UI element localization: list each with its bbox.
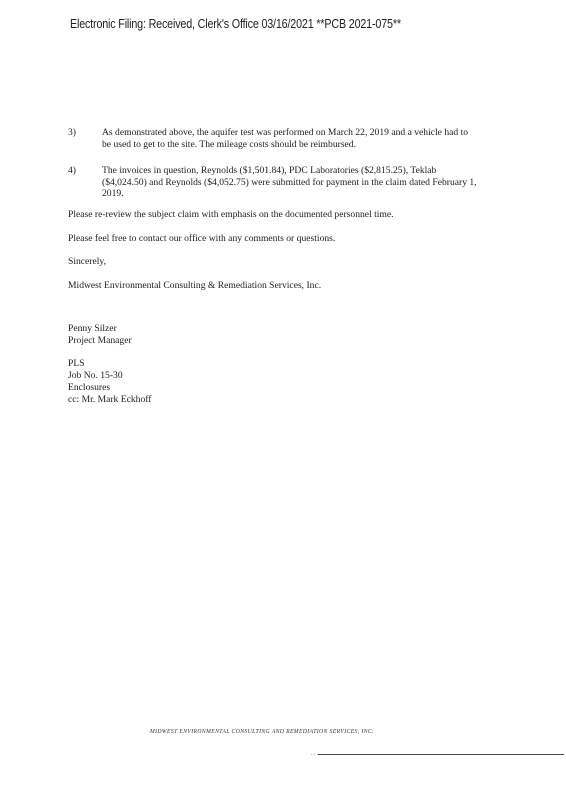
signature-name: Penny Silzer [68,323,117,334]
job-number: Job No. 15-30 [68,370,123,381]
item-text [102,127,507,150]
list-item-3 [68,127,508,151]
contact-paragraph: Please feel free to contact our office with any comments or questions. [68,233,336,244]
author-initials: PLS [68,358,85,369]
footer-firm-name: MIDWEST ENVIRONMENTAL CONSULTING AND REMEDIATION SERVICES, INC. [150,729,374,735]
enclosures-note: Enclosures [68,382,111,393]
item-number: 4) [68,165,76,176]
company-name: Midwest Environmental Consulting & Remediation Services, Inc. [68,280,322,291]
footer-rule [318,754,564,755]
item-text-line: ($4,024.50) and Reynolds ($4,052.75) were submitted for payment in the claim dated February 1, [102,176,477,188]
signature-title: Project Manager [68,335,132,346]
review-request-paragraph: Please re-review the subject claim with emphasis on the documented personnel time. [68,209,394,220]
sincerely-closing: Sincerely, [68,256,107,267]
list-item-4 [68,165,508,201]
item-text-line: be used to get to the site. The mileage costs should be reimbursed. [102,138,357,150]
footer-dots: . . . [311,751,319,757]
cc-line: cc: Mr. Mark Eckhoff [68,394,152,405]
item-text [102,165,507,200]
item-text-line: The invoices in question, Reynolds ($1,501.84), PDC Laboratories ($2,815.25), Teklab [102,165,437,176]
item-number: 3) [68,127,76,138]
filing-stamp-header: Electronic Filing: Received, Clerk's Office 03/16/2021 **PCB 2021-075** [70,17,401,31]
item-text-line: 2019. [102,188,124,199]
item-text-line: As demonstrated above, the aquifer test was performed on March 22, 2019 and a vehicle had to [102,127,469,138]
